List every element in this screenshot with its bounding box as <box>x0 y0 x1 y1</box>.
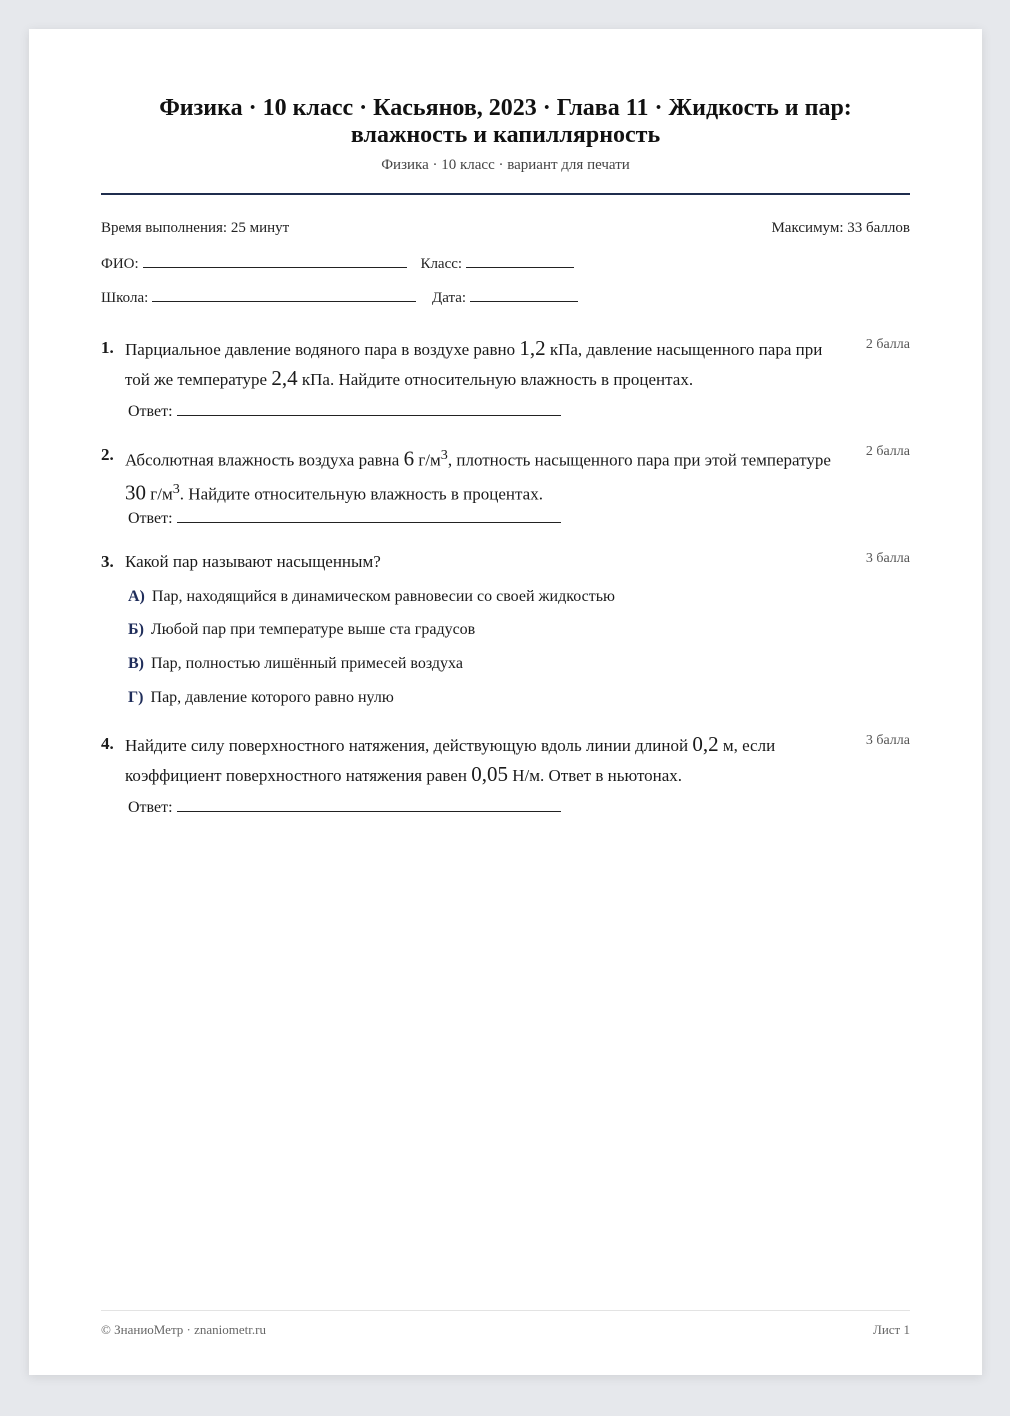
question-number: 1. <box>101 338 114 357</box>
footer-divider <box>101 1310 910 1311</box>
question-number: 3. <box>101 552 114 571</box>
school-label: Школа: <box>101 290 149 306</box>
max-score: Максимум: 33 баллов <box>771 220 910 236</box>
header-divider <box>101 193 910 195</box>
worksheet-page <box>29 29 982 1375</box>
answer-field[interactable] <box>177 401 561 416</box>
math-value: 0,2 <box>692 732 719 756</box>
option-letter: В) <box>128 655 144 672</box>
option-text: Пар, давление которого равно нулю <box>150 689 394 706</box>
question-points: 3 балла <box>865 551 910 566</box>
option-text: Любой пар при температуре выше ста градусов <box>150 621 476 638</box>
question-number: 4. <box>101 734 114 753</box>
question-3 <box>101 548 910 576</box>
text-part: кПа. Найдите относительную влажность в процентах. <box>297 370 694 389</box>
question-text <box>125 334 840 394</box>
page-subtitle: Физика · 10 класс · вариант для печати <box>381 157 630 173</box>
option-text: Пар, полностью лишённый примесей воздуха <box>151 655 463 672</box>
exponent: 3 <box>172 480 180 497</box>
option-a[interactable] <box>128 588 615 606</box>
question-4 <box>101 730 910 790</box>
date-label: Дата: <box>432 290 467 306</box>
math-value: 0,05 <box>471 762 508 786</box>
answer-field[interactable] <box>177 508 561 523</box>
page-content <box>101 29 910 1375</box>
fio-field[interactable] <box>143 253 407 268</box>
student-fields-row-1 <box>101 253 574 273</box>
question-2 <box>101 441 910 508</box>
question-points: 3 балла <box>865 733 910 748</box>
option-letter: А) <box>128 588 145 605</box>
option-d[interactable] <box>128 689 394 707</box>
fio-label: ФИО: <box>101 256 139 272</box>
unit: г/м <box>146 484 173 504</box>
answer-row-1 <box>128 401 561 421</box>
text-part: , плотность насыщенного пара при этой температуре <box>447 450 831 470</box>
answer-label: Ответ: <box>128 510 173 527</box>
text-part: м, если коэффициент поверхностного натяжения равен <box>125 736 776 785</box>
question-text <box>125 441 840 508</box>
text-part: кПа, давление насыщенного пара при той же температуре <box>125 340 823 389</box>
school-field[interactable] <box>152 287 416 302</box>
question-points: 2 балла <box>865 337 910 352</box>
option-letter: Б) <box>128 621 144 638</box>
math-value: 6 <box>403 446 415 471</box>
question-number: 2. <box>101 445 114 464</box>
option-c[interactable] <box>128 655 463 673</box>
answer-row-4 <box>128 797 561 817</box>
unit: г/м <box>414 450 441 470</box>
option-letter: Г) <box>128 689 144 706</box>
title-line-2: влажность и капиллярность <box>350 122 661 148</box>
class-field[interactable] <box>466 253 574 268</box>
footer-copyright: © ЗнаниоМетр · znaniometr.ru <box>101 1322 266 1337</box>
text-part: Абсолютная влажность воздуха равна <box>125 450 404 470</box>
answer-row-2 <box>128 508 561 528</box>
math-value: 30 <box>125 480 146 505</box>
question-points: 2 балла <box>865 444 910 459</box>
exponent: 3 <box>440 447 448 463</box>
text-part: Н/м. Ответ в ньютонах. <box>507 766 683 785</box>
math-value: 2,4 <box>271 366 298 390</box>
math-value: 1,2 <box>519 336 546 360</box>
option-text: Пар, находящийся в динамическом равновесии со своей жидкостью <box>151 588 615 605</box>
answer-field[interactable] <box>177 797 561 812</box>
option-b[interactable] <box>128 621 475 639</box>
date-field[interactable] <box>470 287 578 302</box>
student-fields-row-2 <box>101 287 578 307</box>
question-1 <box>101 334 910 394</box>
answer-label: Ответ: <box>128 403 173 420</box>
footer-page-number: Лист 1 <box>873 1322 910 1337</box>
text-part: Найдите силу поверхностного натяжения, действующую вдоль линии длиной <box>125 736 693 755</box>
class-label: Класс: <box>420 256 463 272</box>
question-text: Какой пар называют насыщенным? <box>125 552 381 571</box>
text-part: Парциальное давление водяного пара в воздухе равно <box>125 340 520 359</box>
time-limit: Время выполнения: 25 минут <box>101 220 290 236</box>
question-text <box>125 730 840 790</box>
text-part: . Найдите относительную влажность в процентах. <box>179 484 543 504</box>
answer-label: Ответ: <box>128 799 173 816</box>
page-title <box>101 95 910 149</box>
title-line-1: Физика · 10 класс · Касьянов, 2023 · Глава 11 · Жидкость и пар: <box>159 95 852 121</box>
